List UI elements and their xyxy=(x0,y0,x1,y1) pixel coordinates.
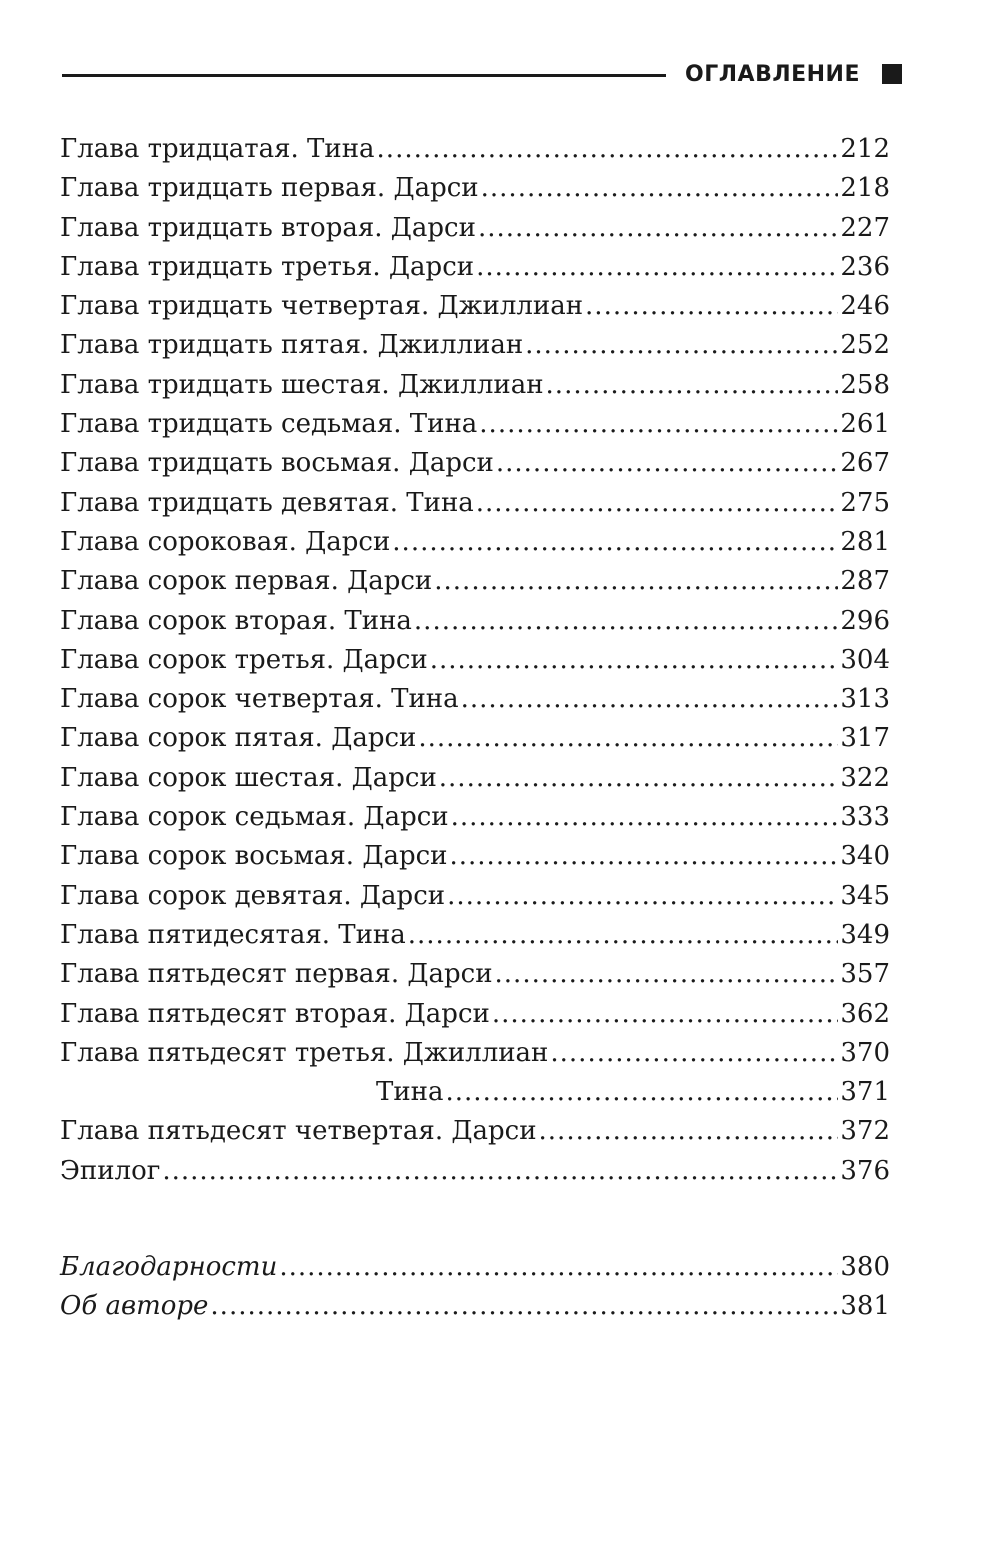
toc-entry-title: Эпилог xyxy=(60,1155,161,1186)
toc-entry-title: Глава тридцать девятая. Тина xyxy=(60,487,474,518)
toc-leader-dots xyxy=(492,995,839,1034)
toc-entry-page: 372 xyxy=(840,1116,890,1147)
toc-leader-dots xyxy=(476,248,838,287)
toc-entry-page: 345 xyxy=(840,880,890,911)
toc-entry-title: Глава сорок седьмая. Дарси xyxy=(60,802,449,833)
toc-leader-dots xyxy=(479,405,838,444)
back-matter-title: Благодарности xyxy=(60,1252,278,1282)
toc-leader-dots xyxy=(546,366,839,405)
toc-leader-dots xyxy=(392,523,838,562)
toc-leader-dots xyxy=(447,877,838,916)
toc-entry xyxy=(60,602,890,641)
toc-leader-dots xyxy=(418,719,838,758)
toc-entry xyxy=(60,955,890,994)
toc-entry xyxy=(60,916,890,955)
toc-entry xyxy=(60,1112,890,1151)
toc-entry xyxy=(60,1073,890,1112)
toc-entry xyxy=(60,562,890,601)
toc-leader-dots xyxy=(539,1112,839,1151)
toc-entry xyxy=(60,523,890,562)
toc-entry-page: 376 xyxy=(840,1155,890,1186)
toc-entry xyxy=(60,248,890,287)
toc-entry xyxy=(60,405,890,444)
toc-entry xyxy=(60,759,890,798)
toc-entry-title: Глава пятидесятая. Тина xyxy=(60,919,406,950)
toc-leader-dots xyxy=(210,1287,838,1326)
toc-entry xyxy=(60,326,890,365)
toc-entry xyxy=(60,719,890,758)
square-marker-icon xyxy=(882,64,902,84)
toc-entry-page: 252 xyxy=(840,330,890,361)
toc-leader-dots xyxy=(408,916,839,955)
page-title: ОГЛАВЛЕНИЕ xyxy=(685,62,860,87)
toc-entry-page: 227 xyxy=(840,212,890,243)
toc-entry-title: Глава тридцать вторая. Дарси xyxy=(60,212,476,243)
toc-leader-dots xyxy=(430,641,839,680)
toc-entry-title: Глава тридцать пятая. Джиллиан xyxy=(60,330,524,361)
toc-entry-title: Глава тридцать шестая. Джиллиан xyxy=(60,369,544,400)
table-of-contents xyxy=(60,130,890,1191)
toc-leader-dots xyxy=(434,562,838,601)
toc-leader-dots xyxy=(495,955,839,994)
toc-leader-dots xyxy=(279,1248,838,1287)
toc-entry xyxy=(60,287,890,326)
toc-entry xyxy=(60,484,890,523)
toc-entry-page: 275 xyxy=(840,487,890,518)
toc-leader-dots xyxy=(476,484,839,523)
toc-entry xyxy=(60,169,890,208)
back-matter-entry xyxy=(60,1248,890,1287)
toc-leader-dots xyxy=(525,326,838,365)
toc-leader-dots xyxy=(496,444,838,483)
toc-entry-title: Глава пятьдесят третья. Джиллиан xyxy=(60,1037,549,1068)
toc-entry-page: 317 xyxy=(840,723,890,754)
back-matter-title: Об авторе xyxy=(60,1291,209,1322)
toc-entry-title: Глава тридцать седьмая. Тина xyxy=(60,409,478,440)
back-matter-list xyxy=(60,1248,890,1327)
toc-entry xyxy=(60,798,890,837)
toc-entry-title: Глава сорок пятая. Дарси xyxy=(60,723,417,754)
toc-entry-title: Глава пятьдесят первая. Дарси xyxy=(60,959,493,990)
toc-entry-title: Глава сорок девятая. Дарси xyxy=(60,880,446,911)
toc-entry-page: 349 xyxy=(840,919,890,950)
toc-entry-page: 261 xyxy=(840,409,890,440)
toc-entry xyxy=(60,641,890,680)
toc-entry-page: 296 xyxy=(840,605,890,636)
toc-leader-dots xyxy=(446,1073,839,1112)
toc-entry-page: 236 xyxy=(840,251,890,282)
toc-entry xyxy=(60,209,890,248)
toc-entry-title: Глава сорок четвертая. Тина xyxy=(60,684,459,715)
toc-leader-dots xyxy=(550,1034,838,1073)
toc-entry-page: 304 xyxy=(840,644,890,675)
toc-entry-page: 267 xyxy=(840,448,890,479)
toc-entry xyxy=(60,680,890,719)
toc-entry-page: 313 xyxy=(840,684,890,715)
toc-entry-page: 362 xyxy=(840,998,890,1029)
toc-entry-page: 322 xyxy=(840,762,890,793)
toc-entry-page: 371 xyxy=(840,1077,890,1108)
toc-leader-dots xyxy=(481,169,839,208)
toc-entry-title: Глава тридцать первая. Дарси xyxy=(60,173,479,204)
toc-entry-page: 287 xyxy=(840,566,890,597)
toc-entry-page: 333 xyxy=(840,802,890,833)
toc-entry-page: 258 xyxy=(840,369,890,400)
toc-entry-title: Глава пятьдесят четвертая. Дарси xyxy=(60,1116,537,1147)
toc-leader-dots xyxy=(585,287,838,326)
toc-entry xyxy=(60,877,890,916)
toc-entry-page: 357 xyxy=(840,959,890,990)
toc-leader-dots xyxy=(439,759,839,798)
toc-entry-page: 246 xyxy=(840,291,890,322)
toc-entry-title: Глава пятьдесят вторая. Дарси xyxy=(60,998,490,1029)
toc-entry-title: Глава тридцать четвертая. Джиллиан xyxy=(60,291,584,322)
toc-leader-dots xyxy=(377,130,839,169)
toc-leader-dots xyxy=(450,837,839,876)
toc-entry xyxy=(60,366,890,405)
toc-entry-title: Тина xyxy=(376,1077,444,1108)
toc-entry xyxy=(60,995,890,1034)
toc-entry-page: 370 xyxy=(840,1037,890,1068)
header-rule xyxy=(62,74,666,77)
toc-leader-dots xyxy=(461,680,839,719)
toc-entry-title: Глава тридцатая. Тина xyxy=(60,134,375,164)
toc-entry-title: Глава сороковая. Дарси xyxy=(60,526,391,557)
toc-entry xyxy=(60,837,890,876)
toc-entry-page: 212 xyxy=(840,134,890,164)
toc-entry-title: Глава сорок третья. Дарси xyxy=(60,644,428,675)
toc-entry xyxy=(60,130,890,169)
toc-entry-title: Глава тридцать восьмая. Дарси xyxy=(60,448,494,479)
running-header xyxy=(62,58,902,92)
toc-entry-title: Глава сорок восьмая. Дарси xyxy=(60,841,448,872)
toc-entry-page: 218 xyxy=(840,173,890,204)
toc-entry-title: Глава тридцать третья. Дарси xyxy=(60,251,475,282)
toc-entry-title: Глава сорок первая. Дарси xyxy=(60,566,433,597)
toc-entry xyxy=(60,444,890,483)
toc-entry-title: Глава сорок вторая. Тина xyxy=(60,605,412,636)
back-matter-entry xyxy=(60,1287,890,1326)
toc-leader-dots xyxy=(451,798,839,837)
toc-entry xyxy=(60,1152,890,1191)
toc-entry-page: 281 xyxy=(840,526,890,557)
toc-leader-dots xyxy=(414,602,838,641)
back-matter-page: 381 xyxy=(840,1291,890,1322)
toc-entry xyxy=(60,1034,890,1073)
toc-leader-dots xyxy=(162,1152,838,1191)
back-matter-page: 380 xyxy=(840,1252,890,1282)
toc-leader-dots xyxy=(478,209,838,248)
toc-entry-page: 340 xyxy=(840,841,890,872)
toc-entry-title: Глава сорок шестая. Дарси xyxy=(60,762,437,793)
